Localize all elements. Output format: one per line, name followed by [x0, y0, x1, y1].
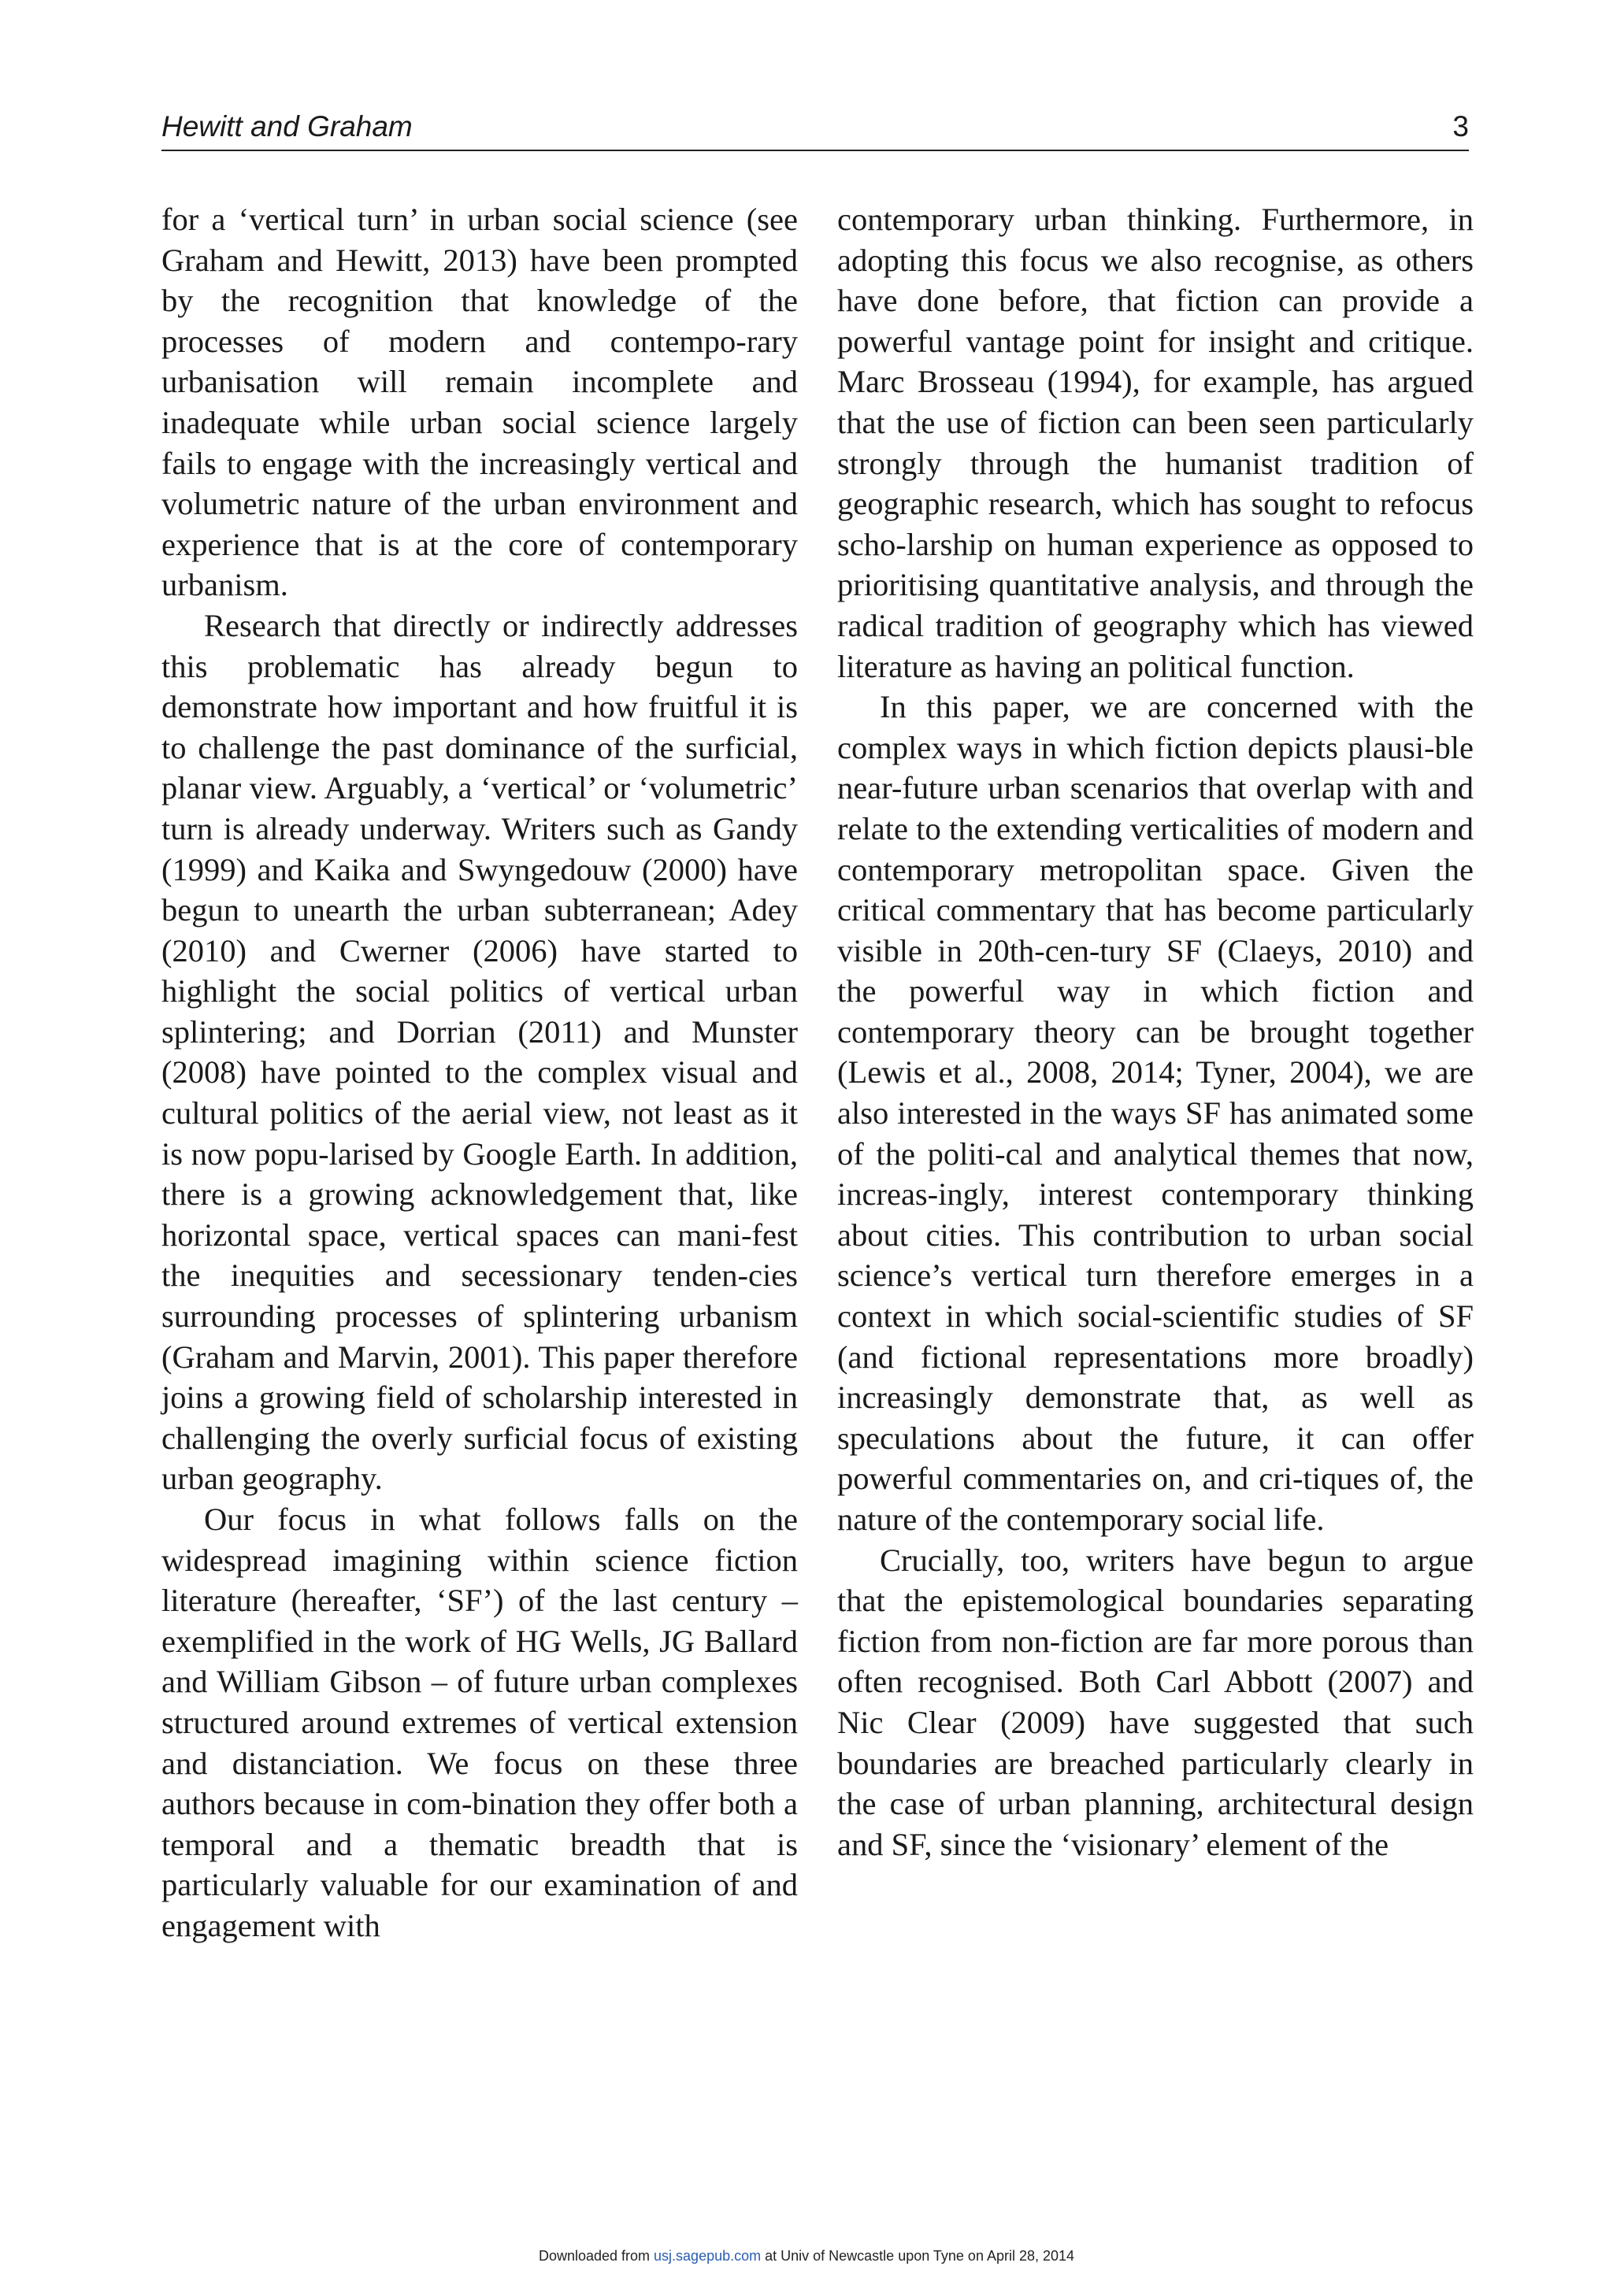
right-paragraph-3: Crucially, too, writers have begun to argue that the epistemological boundaries separating fiction from non-fiction are far more porous than often recognised. Both Carl Abbott (2007) and Nic Clear (2009) have suggested that such boundaries are breached particularly clearly in the case of urban planning, architectural design and SF, since the ‘visionary’ element of the — [837, 1542, 1474, 1862]
running-head-authors: Hewitt and Graham — [161, 110, 413, 143]
running-head — [161, 107, 1469, 151]
download-footer — [0, 2248, 1613, 2265]
left-column — [161, 199, 798, 1946]
page-number: 3 — [1452, 110, 1469, 143]
footer-prefix: Downloaded from — [538, 2248, 654, 2264]
left-paragraph-2: Research that directly or indirectly addresses this problematic has already begun to demonstrate how important and how fruitful it is to challenge the past dominance of the surficial, planar view. Arguably, a ‘vertical’ or ‘volumetric’ turn is already underway. Writers such as Gandy (1999) and Kaika and Swyngedouw (2000) have begun to unearth the urban subterranean; Adey (2010) and Cwerner (2006) have started to highlight the social politics of vertical urban splintering; and Dorrian (2011) and Munster (2008) have pointed to the complex visual and cultural politics of the aerial view, not least as it is now popu-larised by Google Earth. In addition, there is a growing acknowledgement that, like horizontal space, vertical spaces can mani-fest the inequities and secessionary tenden-cies surrounding processes of splintering urbanism (Graham and Marvin, 2001). This paper therefore joins a growing field of scholarship interested in challenging the overly surficial focus of existing urban geography. — [161, 607, 798, 1497]
left-paragraph-1: for a ‘vertical turn’ in urban social science (see Graham and Hewitt, 2013) have been prompted by the recognition that knowledge of the processes of modern and contempo-rary urbanisation will remain incomplete and inadequate while urban social science largely fails to engage with the increasingly vertical and volumetric nature of the urban environment and experience that is at the core of contemporary urbanism. — [161, 202, 798, 603]
right-column — [837, 199, 1474, 1865]
left-paragraph-3: Our focus in what follows falls on the widespread imagining within science fiction literature (hereafter, ‘SF’) of the last century – exemplified in the work of HG Wells, JG Ballard and William Gibson – of future urban complexes structured around extremes of vertical extension and distanciation. We focus on these three authors because in com-bination they offer both a temporal and a thematic breadth that is particularly valuable for our examination of and engagement with — [161, 1502, 798, 1943]
right-paragraph-2: In this paper, we are concerned with the complex ways in which fiction depicts plausi-ble near-future urban scenarios that overlap with and relate to the extending verticalities of modern and contemporary metropolitan space. Given the critical commentary that has become particularly visible in 20th-cen-tury SF (Claeys, 2010) and the powerful way in which fiction and contemporary theory can be brought together (Lewis et al., 2008, 2014; Tyner, 2004), we are also interested in the ways SF has animated some of the politi-cal and analytical themes that now, increas-ingly, interest contemporary thinking about cities. This contribution to urban social science’s vertical turn therefore emerges in a context in which social-scientific studies of SF (and fictional representations more broadly) increasingly demonstrate that, as well as speculations about the future, it can offer powerful commentaries on, and cri-tiques of, the nature of the contemporary social life. — [837, 689, 1474, 1537]
footer-suffix: at Univ of Newcastle upon Tyne on April 28, 2014 — [761, 2248, 1075, 2264]
footer-link[interactable]: usj.sagepub.com — [654, 2248, 762, 2264]
right-paragraph-1: contemporary urban thinking. Furthermore, in adopting this focus we also recognise, as others have done before, that fiction can provide a powerful vantage point for insight and critique. Marc Brosseau (1994), for example, has argued that the use of fiction can been seen particularly strongly through the humanist tradition of geographic research, which has sought to refocus scho-larship on human experience as opposed to prioritising quantitative analysis, and through the radical tradition of geography which has viewed literature as having an political function. — [837, 202, 1474, 684]
